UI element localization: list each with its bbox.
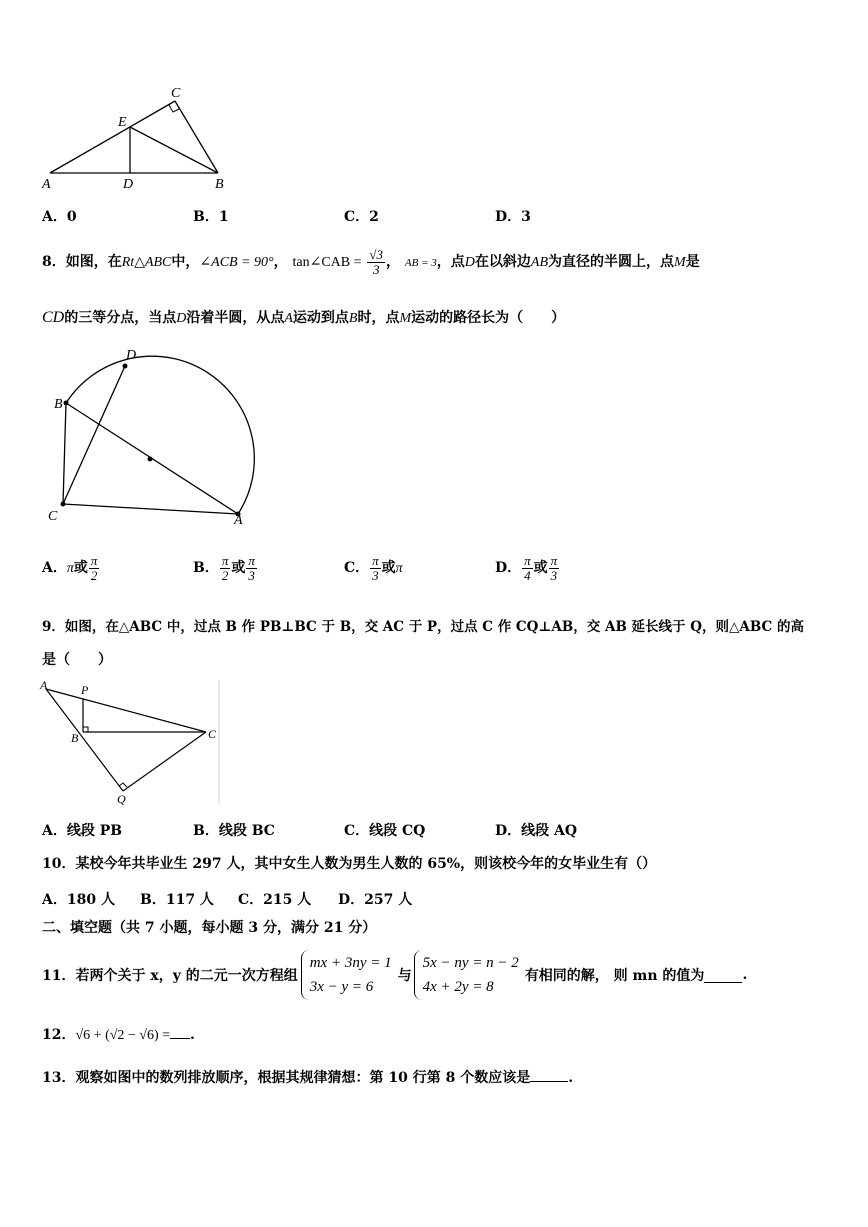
q8-l2-a: A bbox=[284, 311, 293, 326]
fig7-label-B: B bbox=[215, 177, 224, 192]
q8-t2: ， bbox=[386, 254, 401, 271]
q8-t5: 为直径的半圆上，点 bbox=[548, 254, 675, 271]
q13-end: . bbox=[568, 1070, 574, 1086]
q9-stem-line1: 9．如图，在△ABC 中，过点 B 作 PB⊥BC 于 B，交 AC 于 P，过点 C 作 CQ⊥AB，交 AB 延长线于 Q，则△ABC 的高 bbox=[42, 619, 804, 635]
q7-option-d[interactable]: D．3 bbox=[495, 209, 531, 225]
q8-tan: tan∠CAB = bbox=[292, 255, 362, 271]
q11-suffix: 有相同的解， 则 mn 的值为 bbox=[524, 968, 705, 984]
q11-end: . bbox=[742, 967, 748, 983]
q8-comma: ， bbox=[273, 254, 288, 271]
q8-b-frac2 bbox=[246, 554, 257, 582]
q8-a-or: 或 bbox=[73, 560, 88, 577]
q8-b-frac1 bbox=[220, 554, 231, 582]
q8-d-frac1-n: π bbox=[524, 553, 531, 568]
q8-t6: 是 bbox=[685, 254, 700, 271]
q13-answer-blank[interactable] bbox=[530, 1067, 568, 1082]
q8-a-frac-d: 2 bbox=[90, 567, 98, 583]
q8-number: 8．如图，在 bbox=[42, 254, 122, 271]
q8-c-frac-n: π bbox=[372, 553, 379, 568]
fig7-label-E: E bbox=[118, 115, 127, 130]
q8-l2-m: M bbox=[399, 311, 412, 326]
q8-tan-fraction bbox=[367, 248, 385, 276]
q8-option-a[interactable] bbox=[42, 554, 100, 582]
fig8-label-C: C bbox=[48, 509, 58, 524]
q8-c-or: 或 bbox=[381, 560, 396, 577]
q8-a-pi: π bbox=[66, 561, 74, 577]
q8-b-frac2-n: π bbox=[248, 553, 255, 568]
q9-option-d[interactable]: D．线段 AQ bbox=[495, 823, 578, 839]
q8-l2-t1: 的三等分点，当点 bbox=[64, 310, 177, 326]
q8-b-frac1-n: π bbox=[221, 553, 229, 568]
q8-l2-d: D bbox=[176, 311, 187, 326]
q8-l2-t2: 沿着半圆，从点 bbox=[186, 310, 285, 326]
q13-text: 13．观察如图中的数列排放顺序，根据其规律猜想：第 10 行第 8 个数应该是 bbox=[42, 1070, 531, 1086]
q8-d-frac2 bbox=[549, 554, 560, 582]
q7-option-c[interactable]: C．2 bbox=[344, 209, 379, 225]
q7-option-b[interactable]: B．1 bbox=[193, 209, 229, 225]
section2-title: 二、填空题（共 7 小题，每小题 3 分，满分 21 分） bbox=[42, 920, 377, 936]
q8-a-label: A． bbox=[42, 560, 67, 577]
q8-t4: 在以斜边 bbox=[474, 254, 531, 271]
q8-a-frac bbox=[89, 554, 100, 582]
q8-option-d[interactable] bbox=[495, 554, 560, 582]
q8-c-label: C． bbox=[344, 560, 370, 577]
q8-l2-t5: 运动的路径长为（ ） bbox=[411, 310, 566, 326]
q8-c-frac bbox=[370, 554, 381, 582]
q11-sys1-line1: mx + 3ny = 1 bbox=[309, 955, 392, 971]
q8-b-frac1-d: 2 bbox=[221, 567, 229, 583]
q8-b-label: B． bbox=[193, 560, 219, 577]
q12-answer-blank[interactable] bbox=[170, 1024, 190, 1039]
q8-d-or: 或 bbox=[533, 560, 548, 577]
q8-cd: CD bbox=[42, 309, 65, 326]
q8-l2-t4: 时，点 bbox=[357, 310, 400, 326]
fig9-label-P: P bbox=[81, 683, 89, 697]
q8-stem-line2 bbox=[42, 307, 565, 327]
q8-l2-t3: 运动到点 bbox=[292, 310, 349, 326]
q12-expression: √6 + (√2 − √6) = bbox=[75, 1028, 171, 1043]
fig9-label-A: A bbox=[40, 678, 48, 692]
q12-end: . bbox=[190, 1027, 195, 1043]
q8-frac-denominator: 3 bbox=[372, 261, 380, 277]
q8-d-frac1 bbox=[522, 554, 533, 582]
fig8-label-A: A bbox=[234, 513, 243, 528]
q8-semicircle-figure bbox=[38, 340, 263, 535]
q8-stem-line1 bbox=[42, 248, 700, 276]
q10-stem: 10．某校今年共毕业生 297 人，其中女生人数为男生人数的 65%，则该校今年的女毕业生有（） bbox=[42, 856, 657, 872]
q7-triangle-figure bbox=[38, 82, 238, 197]
q10-option-b[interactable]: B．117 人 bbox=[140, 892, 214, 908]
q13-stem bbox=[42, 1067, 573, 1087]
q11-sys1-line2: 3x − y = 6 bbox=[309, 979, 374, 995]
q8-c-pi: π bbox=[395, 561, 403, 577]
q8-d: D bbox=[464, 255, 475, 271]
q8-angle: ∠ACB = 90° bbox=[199, 255, 274, 271]
q11-sys2-line2: 4x + 2y = 8 bbox=[422, 979, 494, 995]
q8-option-b[interactable] bbox=[193, 554, 258, 582]
q8-t1: 中， bbox=[171, 254, 200, 271]
q10-option-c[interactable]: C．215 人 bbox=[238, 892, 312, 908]
q8-rt: Rt△ABC bbox=[121, 255, 172, 271]
q8-ab: AB = 3 bbox=[404, 257, 437, 270]
q8-option-c[interactable] bbox=[344, 554, 403, 582]
q11-prefix: 11．若两个关于 x，y 的二元一次方程组 bbox=[42, 968, 298, 984]
q12-prefix: 12． bbox=[42, 1027, 76, 1043]
q8-b-or: 或 bbox=[231, 560, 246, 577]
fig8-label-D: D bbox=[126, 348, 137, 363]
q9-option-c[interactable]: C．线段 CQ bbox=[344, 823, 426, 839]
q8-l2-b: B bbox=[348, 311, 358, 326]
q8-d-frac2-n: π bbox=[550, 553, 558, 568]
q9-option-a[interactable]: A．线段 PB bbox=[42, 823, 123, 839]
q9-triangle-figure bbox=[38, 676, 223, 806]
fig9-label-Q: Q bbox=[117, 792, 126, 806]
q11-answer-blank[interactable] bbox=[704, 968, 742, 983]
fig9-label-C: C bbox=[208, 727, 217, 741]
q9-stem-line2: 是（ ） bbox=[42, 652, 112, 668]
q12-stem bbox=[42, 1024, 195, 1044]
q8-d-frac1-d: 4 bbox=[524, 567, 531, 583]
fig9-label-B: B bbox=[71, 731, 79, 745]
q11-system1 bbox=[301, 950, 396, 1000]
q8-m: M bbox=[674, 255, 686, 271]
q10-option-a[interactable]: A．180 人 bbox=[42, 892, 115, 908]
q11-sys2-line1: 5x − ny = n − 2 bbox=[422, 955, 519, 971]
q8-c-frac-d: 3 bbox=[372, 567, 379, 583]
q8-ab2: AB bbox=[530, 255, 549, 271]
q11-stem bbox=[42, 950, 747, 1000]
q11-with: 与 bbox=[397, 968, 412, 984]
q8-d-frac2-d: 3 bbox=[550, 567, 558, 583]
fig7-label-C: C bbox=[171, 86, 181, 101]
q8-t3: ，点 bbox=[436, 254, 465, 271]
q9-option-b[interactable]: B．线段 BC bbox=[193, 823, 275, 839]
fig8-label-B: B bbox=[54, 397, 63, 412]
q8-b-frac2-d: 3 bbox=[248, 567, 255, 583]
q7-option-a[interactable]: A．0 bbox=[42, 209, 77, 225]
q11-system2 bbox=[414, 950, 523, 1000]
q8-d-label: D． bbox=[495, 560, 522, 577]
fig7-label-A: A bbox=[42, 177, 51, 192]
q10-option-d[interactable]: D．257 人 bbox=[338, 892, 413, 908]
fig7-label-D: D bbox=[123, 177, 134, 192]
q8-a-frac-n: π bbox=[90, 553, 98, 568]
q8-frac-numerator: √3 bbox=[369, 247, 384, 262]
